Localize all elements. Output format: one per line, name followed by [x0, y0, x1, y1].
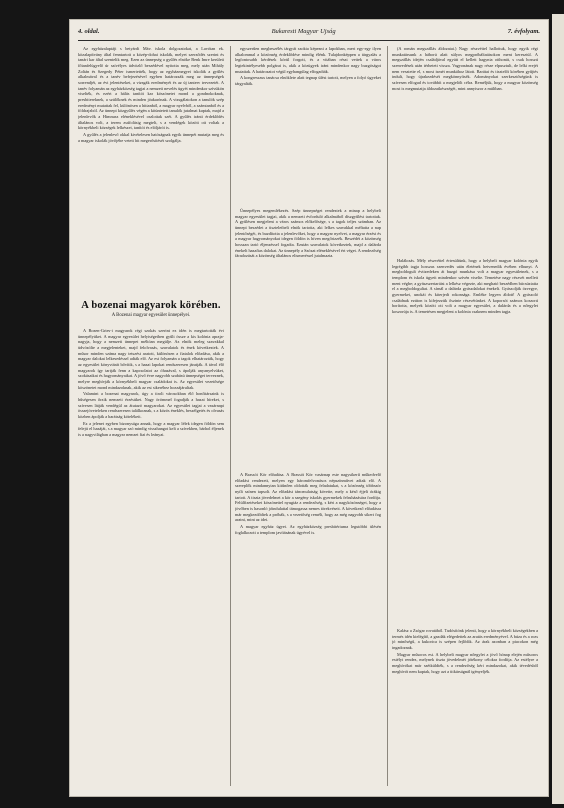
article-paragraph: A magyar egyház ügyei. Az egyházközség presbitériuma legutóbbi ülésén foglalkozott a templom javításának ügyével is. [235, 523, 381, 535]
article-block [235, 472, 381, 788]
article-paragraph: A kongresszus tanácsa elnöklete alatt tegnap ülést tartott, melyen a folyó ügyeket tárgyalták. [235, 75, 381, 86]
article-school-report [78, 46, 224, 294]
issue-number: 7. évfolyam. [507, 27, 540, 35]
page-header [78, 24, 540, 41]
article-block [392, 46, 538, 256]
article-paragraph: Magyar műsoros est. A helybeli magyar nőegylet a jövő hónap elején műsoros estélyt rendez, melynek tiszta jövedelmét jótékony célokra fordítja. Az estélyre a meghívókat már szétküldték, s a rendezőség kéri mindazokat, akik tévedésből meghívót nem kaptak, hogy azt a titkárságnál igényeljék. [392, 651, 538, 674]
article-block [392, 258, 538, 626]
article-subheadline: A Bozenai magyar egyesület ünnepélyei. [111, 313, 191, 318]
article-paragraph: Ez a jelenet egyben bizonysága annak, hogy a magyar lélek idegen földön sem felejti el hazáját, s a magyar szó mindig visszhangot kelt a szívekben, bárhol éljenek is a nagyvilágban a magyar nemzet fiai és leányai. [78, 420, 224, 437]
article-block [235, 208, 381, 470]
adjacent-page-edge [552, 14, 564, 804]
article-paragraph: A Bozen-Gries-i magyarok régi szokás szerint ez idén is megtartották évi ünnepélyüket. A magyar egyesület helyiségeiben gyűlt össze a kis kolónia apraja-nagyja, hogy a nemzeti ünnepet méltóan megülje. Az elnök meleg szavakkal üdvözölte a megjelenteket, majd felolvasás, szavalatok és ének következtek. A műsor minden száma nagy tetszést aratott, különösen a fiatalok előadása, akik a magyar dalokat lelkesedéssel adták elő. Az est folyamán a tagok elhatározták, hogy az egyesület könyvtárát bővítik, s a hazai lapokat rendszeresen járatják. A távol élő magyarok így tartják fenn a kapcsolatot az óhazával, s ápolják anyanyelvüket, szokásaikat és hagyományaikat. A jövő évre nagyobb szabású ünnepséget terveznek, melyre meghívják a környékbeli magyar családokat is. Az egyesület vezetősége köszönetet mond mindazoknak, akik az est sikeréhez hozzájárultak. [78, 328, 224, 390]
article-bozen [78, 328, 224, 758]
article-paragraph: (A román megszállás áldozatai.) Nagy részvéttel hallottuk, hogy egyik régi munkatársunk a háború alatt súlyos megpróbáltatásokon ment keresztül. A megszállás idején családjával együtt el kellett hagynia otthonát, s csak hosszú szenvedések után térhetett vissza. Vagyonának nagy része elpusztult, de lelki erejét nem vesztette el, s most ismét munkához látott. Barátai és tisztelői körében gyűjtés indult, hogy újrakezdését megkönnyítsék. Adományokat szerkesztőségünk is szívesen elfogad és továbbít a megjelölt célra. Reméljük, hogy a magyar közönség most is megmutatja áldozatkészségét, mint annyiszor a múltban. [392, 46, 538, 91]
column-1 [78, 46, 224, 788]
article-paragraph: A gyűlés a jelenlevő okkal kivételesen hatóságnak egyik ünnepét mutatja meg és a magyar iskolák jövőjébe vetett hit megerősítését szolgálja. [78, 131, 224, 143]
column-2 [235, 46, 381, 788]
page-number: 4. oldal. [78, 27, 100, 35]
article-headline: A bozenai magyarok körében. [81, 300, 221, 311]
article-paragraph: A Brassói Kör előadása. A Brassói Kör vasárnap este nagysikerű műkedvelő előadást rendezett, melyen egy háromfelvonásos népszínművet adtak elő. A szereplők mindannyian kitűnően oldották meg feladatukat, s a közönség többször nyílt színen tapsolt. Az előadást táncmulatság követte, mely a késő éjjeli órákig tartott. A tiszta jövedelmet a kör a szegény iskolás gyermekek felruházására fordítja. Felülfizetéseket köszönettel nyugtáz a rendezőség, s kéri a nagyközönséget, hogy a jövőben is hasonló jóindulattal támogassa nemes törekvéseit. A következő előadásra már megkezdődtek a próbák, s a vezetőség reméli, hogy az még nagyobb sikert fog aratni, mint az idei. [235, 472, 381, 523]
article-paragraph: Az egyházalaptáji s betyárdi Máv. iskola dolgozatokat, a Lavótan ek. közalapítvány által fenntartott a közép-dohai iskolák, melyet szerződés szerint és tanári kar által szentelik meg. Ezen az ünnepség a gyűlés elnöke Benk Imre kerületi főtanfelügyelő úr szívélyes üdvözlő beszédével nyitotta meg, mely után Mihály Zoltán és Szegedy Péter ismertették, hogy az egyházmegyei iskolák a gyűlés alkalmával és a tanév befejezésével egyben határozzák meg az ünnepségek sorrendjét, az évi jelentéseket, a vizsgák eredményét és az új tanterv tervezetét. A tanév folyamán az egyházközség tagjai a nemzeti nevelés ügyét mindenkor szívükön viselték, és ezért a hálás tanítói kar köszönetet mond a gondnokoknak, presbitereknek, a szülőknek és minden jóakarónak. A vizsgálatokon a tanulók szép eredményt mutattak fel, különösen a hittanból, a magyar nyelvből, a számtanból és a földrajzból. Az ünnepi közgyűlés végén a kitüntetett tanulók jutalmat kaptak, majd a jelenlevők a Himnusz eléneklésével oszlottak szét. A gyűlés iránti érdeklődés általános volt, a terem zsúfolásig megtelt, s a vendégek között ott voltak a környékbeli községek lelkészei, tanítói és elöljárói is. [78, 46, 224, 131]
article-paragraph: Valamint a bozenai magyarok, úgy a tiroli városokban élő honfitársaink is hűségesen őrzik nemzeti érzésüket. Nagy örömmel fogadják a hazai híreket, s szívesen látják vendégül az átutazó magyarokat. Az egyesület tagjai a vasárnapi összejöveteleken rendszeresen találkoznak, s a közös éneklés, beszélgetés és olvasás közben ápolják a barátság kötelékeit. [78, 391, 224, 419]
columns [78, 46, 540, 788]
newspaper-title: Bukaresti Magyar Ujság [271, 27, 336, 35]
article-paragraph: Ünnepélyes megemlékezés. Szép ünnepséget rendeztek a minap a helybeli magyar egyesület tagjai, akik a nemzeti évforduló alkalmából díszgyűlést tartottak. A gyűlésen megjelent a város számos előkelősége, s a tagok teljes számban. Az ünnepi beszédet a tiszteletbeli elnök tartotta, aki lelkes szavakkal méltatta a nap jelentőségét, és buzdította a jelenlevőket, hogy a magyar nyelvet, a magyar érzést és a magyar hagyományokat idegen földön is híven megőrizzék. Beszédét a közönség hosszan tartó éljenzéssel fogadta. Ezután szavalatok következtek, majd a dalárda énekelt hazafias dalokat. Az ünnepély a Szózat eléneklésével ért véget. A rendezőség fáradozását a közönség általános elismeréssel jutalmazta. [235, 208, 381, 259]
article-paragraph: egyszerűen megbeszélés tárgyát szokta képezni a lapokban, mert egy-egy ilyen alkalommal a közönség érdeklődése mindig élénk. Tulajdonképpen a tárgyalás a legfontosabb kérdések körül forgott, és a vitában részt vettek a város legtekintélyesebb polgárai is, akik a közügyek iránt mindenkor nagy buzgóságot mutattak. A határozatot végül egyhangúlag elfogadták. [235, 46, 381, 74]
newspaper-page [70, 20, 548, 796]
article-block [235, 46, 381, 206]
article-paragraph: Halálozás. Mély részvéttel értesültünk, hogy a helybeli magyar kolónia egyik legrégibb tagja hosszas szenvedés után életének hetvenedik évében elhunyt. A megboldogult évtizedeken át buzgó munkása volt a magyar egyesületnek, s a templom és iskola ügyeit mindenkor szívén viselte. Temetése nagy részvét mellett ment végbe; a gyászszertartást a lelkész végezte, aki megható beszédben búcsúztatta el a megboldogultat. A sírnál a dalárda gyászdalokat énekelt. Gyászolják özvegye, gyermekei, unokái és kiterjedt rokonsága. Emléke legyen áldott! A gyászoló családnak ezúton is kifejezzük őszinte részvétünket. A koporsót számos koszorú borította, melyek között ott volt a magyar egyesület, a dalárda és a nőegylet koszorúja is. A temetésen megjelent a kolónia csaknem minden tagja. [392, 258, 538, 314]
article-block [392, 628, 538, 788]
article-paragraph: Kalász a Zsógar rovatából. Tudósítónk jelenti, hogy a környékbeli községekben a termés idén kielégítő, a gazdák elégedettek az aratás eredményével. A búza és a rozs jó minőségű, a kukorica is szépen fejlődik. Az árak azonban a piacokon még ingadoznak. [392, 628, 538, 650]
column-3 [392, 46, 538, 788]
